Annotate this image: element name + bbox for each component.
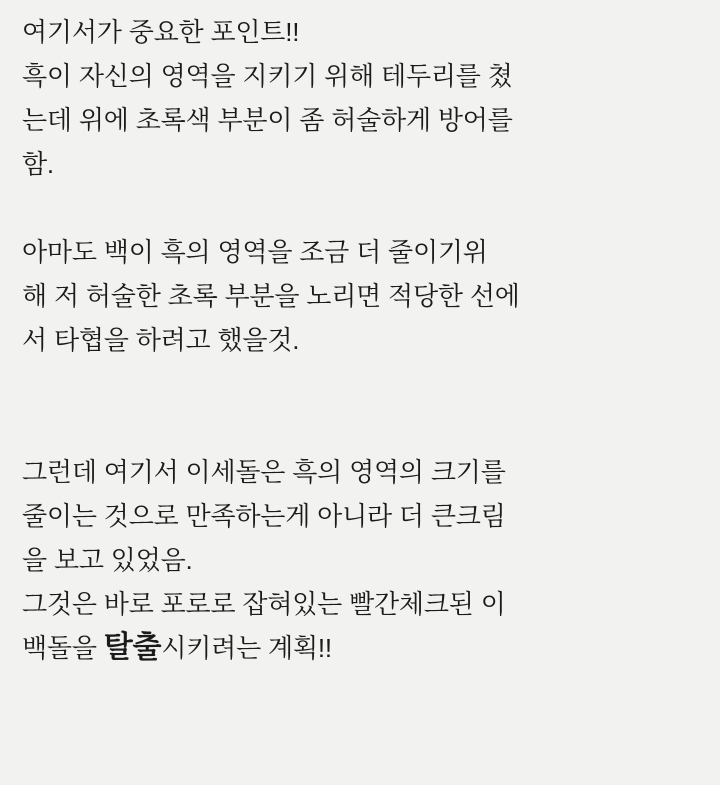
paragraph-spacer: [22, 362, 698, 450]
text-line: 아마도 백이 흑의 영역을 조금 더 줄이기위: [22, 237, 488, 267]
text-line: 흑이 자신의 영역을 지키기 위해 테두리를 쳤: [22, 61, 513, 91]
text-line: 줄이는 것으로 만족하는게 아니라 더 큰크림: [22, 501, 506, 531]
text-segment: 백돌을: [22, 633, 104, 663]
text-line: 서 타협을 하려고 했을것.: [22, 325, 300, 355]
paragraph-3: [22, 450, 698, 582]
text-line: 그런데 여기서 이세돌은 흑의 영역의 크기를: [22, 457, 506, 487]
text-line: 여기서가 중요한 포인트!!: [22, 17, 300, 47]
text-line-with-emphasis: [22, 626, 698, 670]
text-segment: 시키려는 계획!!: [161, 633, 332, 663]
text-line: 는데 위에 초록색 부분이 좀 허술하게 방어를: [22, 105, 513, 135]
paragraph-2: [22, 230, 698, 362]
text-line: 그것은 바로 포로로 잡혀있는 빨간체크된 이: [22, 589, 506, 619]
paragraph-spacer: [22, 186, 698, 230]
emphasized-text: 탈출: [103, 631, 162, 664]
text-line: 함.: [22, 149, 54, 179]
text-line: 해 저 허술한 초록 부분을 노리면 적당한 선에: [22, 281, 520, 311]
paragraph-1: [22, 10, 698, 186]
text-line: 을 보고 있었음.: [22, 545, 193, 575]
paragraph-4: [22, 582, 698, 670]
